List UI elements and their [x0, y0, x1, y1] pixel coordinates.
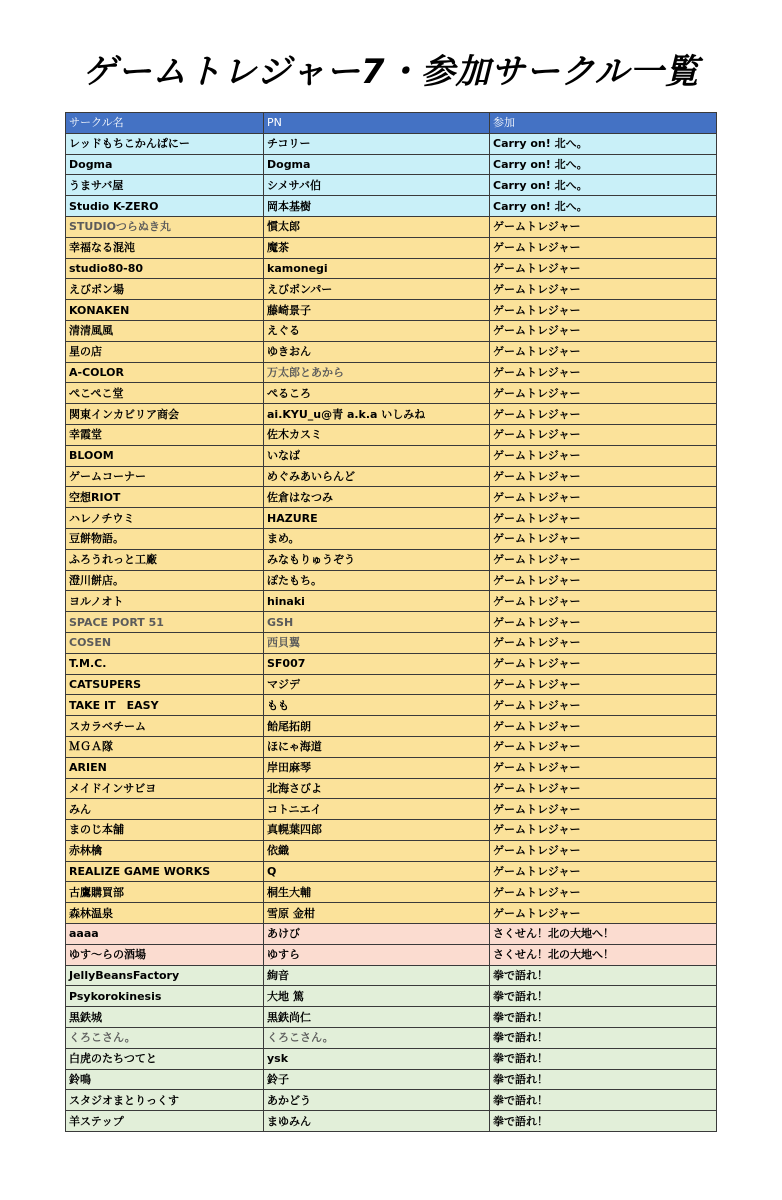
cell-circle-name: T.M.C. [66, 653, 264, 674]
cell-pen-name: まゆみん [264, 1111, 490, 1132]
cell-participation: ゲームトレジャー [490, 300, 717, 321]
table-row [66, 1048, 717, 1069]
cell-pen-name: Dogma [264, 154, 490, 175]
table-row [66, 362, 717, 383]
table-row [66, 840, 717, 861]
cell-circle-name: ゲームコーナー [66, 466, 264, 487]
table-row [66, 133, 717, 154]
cell-circle-name: 豆餅物語。 [66, 528, 264, 549]
cell-circle-name: スカラベチーム [66, 716, 264, 737]
table-row [66, 258, 717, 279]
cell-pen-name: もも [264, 695, 490, 716]
cell-pen-name: hinaki [264, 591, 490, 612]
cell-pen-name: GSH [264, 612, 490, 633]
table-row [66, 1028, 717, 1049]
cell-circle-name: SPACE PORT 51 [66, 612, 264, 633]
cell-circle-name: うまサバ屋 [66, 175, 264, 196]
cell-pen-name: シメサバ伯 [264, 175, 490, 196]
cell-participation: ゲームトレジャー [490, 612, 717, 633]
table-row [66, 466, 717, 487]
cell-circle-name: くろこさん。 [66, 1028, 264, 1049]
cell-circle-name: studio80-80 [66, 258, 264, 279]
cell-pen-name: 真幌葉四郎 [264, 820, 490, 841]
table-header-row [66, 113, 717, 134]
table-row [66, 903, 717, 924]
table-row [66, 154, 717, 175]
cell-participation: 拳で語れ！ [490, 1069, 717, 1090]
cell-pen-name: 飴尾拓朗 [264, 716, 490, 737]
table-row [66, 757, 717, 778]
cell-circle-name: 空想RIOT [66, 487, 264, 508]
table-row [66, 820, 717, 841]
cell-circle-name: Studio K-ZERO [66, 196, 264, 217]
cell-participation: ゲームトレジャー [490, 882, 717, 903]
circle-list-table [65, 112, 717, 1132]
cell-pen-name: ai.KYU_u@青 a.k.a いしみね [264, 404, 490, 425]
cell-circle-name: CATSUPERS [66, 674, 264, 695]
cell-circle-name: REALIZE GAME WORKS [66, 861, 264, 882]
cell-participation: ゲームトレジャー [490, 404, 717, 425]
cell-pen-name: あかどう [264, 1090, 490, 1111]
cell-circle-name: A-COLOR [66, 362, 264, 383]
cell-circle-name: JellyBeansFactory [66, 965, 264, 986]
cell-participation: ゲームトレジャー [490, 736, 717, 757]
cell-circle-name: みん [66, 799, 264, 820]
cell-participation: Carry on! 北へ。 [490, 133, 717, 154]
table-row [66, 196, 717, 217]
cell-circle-name: 羊ステップ [66, 1111, 264, 1132]
cell-circle-name: 森林温泉 [66, 903, 264, 924]
cell-circle-name: STUDIOつらぬき丸 [66, 216, 264, 237]
cell-pen-name: ぺるころ [264, 383, 490, 404]
cell-participation: ゲームトレジャー [490, 424, 717, 445]
header-circle-name: サークル名 [66, 113, 264, 134]
cell-pen-name: Q [264, 861, 490, 882]
cell-pen-name: くろこさん。 [264, 1028, 490, 1049]
cell-pen-name: ゆすら [264, 944, 490, 965]
cell-participation: ゲームトレジャー [490, 258, 717, 279]
cell-participation: ゲームトレジャー [490, 674, 717, 695]
cell-participation: ゲームトレジャー [490, 716, 717, 737]
table-row [66, 528, 717, 549]
cell-pen-name: 佐倉はなつみ [264, 487, 490, 508]
cell-circle-name: 黒鉄城 [66, 1007, 264, 1028]
cell-circle-name: Psykorokinesis [66, 986, 264, 1007]
cell-participation: ゲームトレジャー [490, 341, 717, 362]
table-row [66, 695, 717, 716]
cell-participation: さくせん！北の大地へ！ [490, 944, 717, 965]
table-row [66, 674, 717, 695]
cell-circle-name: COSEN [66, 632, 264, 653]
cell-circle-name: 星の店 [66, 341, 264, 362]
cell-participation: ゲームトレジャー [490, 216, 717, 237]
table-row [66, 487, 717, 508]
cell-pen-name: まめ。 [264, 528, 490, 549]
cell-circle-name: ＭＧＡ隊 [66, 736, 264, 757]
cell-participation: 拳で語れ！ [490, 1111, 717, 1132]
cell-participation: 拳で語れ！ [490, 986, 717, 1007]
cell-pen-name: みなもりゅうぞう [264, 549, 490, 570]
cell-pen-name: 佐木カスミ [264, 424, 490, 445]
header-pen-name: PN [264, 113, 490, 134]
cell-circle-name: aaaa [66, 924, 264, 945]
cell-circle-name: Dogma [66, 154, 264, 175]
cell-participation: ゲームトレジャー [490, 279, 717, 300]
cell-pen-name: 西貝翼 [264, 632, 490, 653]
table-row [66, 632, 717, 653]
table-row [66, 653, 717, 674]
cell-participation: 拳で語れ！ [490, 1048, 717, 1069]
cell-pen-name: 絢音 [264, 965, 490, 986]
cell-pen-name: あけび [264, 924, 490, 945]
table-row [66, 383, 717, 404]
cell-pen-name: めぐみあいらんど [264, 466, 490, 487]
cell-participation: 拳で語れ！ [490, 1090, 717, 1111]
table-row [66, 508, 717, 529]
cell-participation: ゲームトレジャー [490, 799, 717, 820]
cell-circle-name: 幸福なる混沌 [66, 237, 264, 258]
cell-pen-name: 桐生大輔 [264, 882, 490, 903]
cell-participation: ゲームトレジャー [490, 320, 717, 341]
cell-participation: ゲームトレジャー [490, 591, 717, 612]
cell-circle-name: ハレノチウミ [66, 508, 264, 529]
cell-participation: ゲームトレジャー [490, 632, 717, 653]
cell-circle-name: 関東インカビリア商会 [66, 404, 264, 425]
table-row [66, 424, 717, 445]
cell-circle-name: 赤林檎 [66, 840, 264, 861]
cell-circle-name: ぺこぺこ堂 [66, 383, 264, 404]
cell-circle-name: 澄川餅店。 [66, 570, 264, 591]
cell-participation: ゲームトレジャー [490, 820, 717, 841]
header-participation: 参加 [490, 113, 717, 134]
cell-circle-name: えびポン場 [66, 279, 264, 300]
cell-participation: ゲームトレジャー [490, 383, 717, 404]
table-row [66, 1090, 717, 1111]
table-row [66, 1007, 717, 1028]
cell-participation: ゲームトレジャー [490, 903, 717, 924]
cell-circle-name: スタジオまとりっくす [66, 1090, 264, 1111]
table-row [66, 320, 717, 341]
table-row [66, 445, 717, 466]
cell-pen-name: ゆきおん [264, 341, 490, 362]
cell-circle-name: ヨルノオト [66, 591, 264, 612]
cell-participation: ゲームトレジャー [490, 466, 717, 487]
cell-participation: ゲームトレジャー [490, 549, 717, 570]
cell-pen-name: 依織 [264, 840, 490, 861]
cell-pen-name: 魔茶 [264, 237, 490, 258]
cell-pen-name: ぽたもち。 [264, 570, 490, 591]
table-row [66, 736, 717, 757]
cell-circle-name: ゆす～らの酒場 [66, 944, 264, 965]
cell-circle-name: ふろうれっと工廠 [66, 549, 264, 570]
cell-participation: ゲームトレジャー [490, 653, 717, 674]
cell-pen-name: 万太郎とあから [264, 362, 490, 383]
cell-pen-name: チコリー [264, 133, 490, 154]
cell-pen-name: 藤崎景子 [264, 300, 490, 321]
table-row [66, 237, 717, 258]
cell-circle-name: BLOOM [66, 445, 264, 466]
cell-pen-name: 大地 篤 [264, 986, 490, 1007]
cell-participation: ゲームトレジャー [490, 757, 717, 778]
cell-circle-name: 白虎のたちつてと [66, 1048, 264, 1069]
table-row [66, 965, 717, 986]
table-row [66, 175, 717, 196]
table-row [66, 279, 717, 300]
page-title: ゲームトレジャー7・参加サークル一覧 [82, 52, 700, 92]
table-row [66, 924, 717, 945]
table-row [66, 944, 717, 965]
cell-participation: 拳で語れ！ [490, 965, 717, 986]
cell-circle-name: まのじ本舗 [66, 820, 264, 841]
table-row [66, 882, 717, 903]
cell-pen-name: SF007 [264, 653, 490, 674]
table-row [66, 341, 717, 362]
cell-participation: ゲームトレジャー [490, 528, 717, 549]
cell-circle-name: 幸霞堂 [66, 424, 264, 445]
table-row [66, 300, 717, 321]
cell-circle-name: 鈴鳴 [66, 1069, 264, 1090]
cell-participation: ゲームトレジャー [490, 445, 717, 466]
cell-participation: 拳で語れ！ [490, 1007, 717, 1028]
table-row [66, 549, 717, 570]
cell-participation: ゲームトレジャー [490, 778, 717, 799]
cell-circle-name: KONAKEN [66, 300, 264, 321]
cell-pen-name: ysk [264, 1048, 490, 1069]
cell-circle-name: メイドインサビヨ [66, 778, 264, 799]
table-row [66, 591, 717, 612]
cell-pen-name: 北海さびよ [264, 778, 490, 799]
table-row [66, 778, 717, 799]
table-row [66, 799, 717, 820]
cell-pen-name: 慣太郎 [264, 216, 490, 237]
table-row [66, 404, 717, 425]
table-row [66, 716, 717, 737]
cell-pen-name: えびポンパー [264, 279, 490, 300]
cell-participation: ゲームトレジャー [490, 570, 717, 591]
cell-circle-name: TAKE IT EASY [66, 695, 264, 716]
cell-pen-name: ほにゃ海道 [264, 736, 490, 757]
table-row [66, 612, 717, 633]
cell-participation: ゲームトレジャー [490, 861, 717, 882]
cell-participation: 拳で語れ！ [490, 1028, 717, 1049]
cell-participation: Carry on! 北へ。 [490, 175, 717, 196]
cell-pen-name: えぐる [264, 320, 490, 341]
cell-pen-name: 黒鉄尚仁 [264, 1007, 490, 1028]
table-body [66, 133, 717, 1131]
cell-participation: さくせん！北の大地へ！ [490, 924, 717, 945]
cell-circle-name: レッドもちこかんぱにー [66, 133, 264, 154]
cell-pen-name: 鈴子 [264, 1069, 490, 1090]
table-row [66, 216, 717, 237]
cell-pen-name: 雪原 金柑 [264, 903, 490, 924]
table-row [66, 1069, 717, 1090]
cell-pen-name: いなば [264, 445, 490, 466]
cell-participation: ゲームトレジャー [490, 237, 717, 258]
cell-pen-name: マジデ [264, 674, 490, 695]
cell-participation: ゲームトレジャー [490, 508, 717, 529]
table-row [66, 570, 717, 591]
cell-circle-name: 古鷹購買部 [66, 882, 264, 903]
cell-pen-name: 岡本基樹 [264, 196, 490, 217]
cell-participation: Carry on! 北へ。 [490, 196, 717, 217]
cell-participation: Carry on! 北へ。 [490, 154, 717, 175]
cell-participation: ゲームトレジャー [490, 840, 717, 861]
cell-participation: ゲームトレジャー [490, 487, 717, 508]
cell-pen-name: kamonegi [264, 258, 490, 279]
table-row [66, 986, 717, 1007]
cell-circle-name: ARIEN [66, 757, 264, 778]
table-row [66, 861, 717, 882]
cell-pen-name: HAZURE [264, 508, 490, 529]
cell-pen-name: コトニエイ [264, 799, 490, 820]
cell-participation: ゲームトレジャー [490, 362, 717, 383]
cell-circle-name: 清清風風 [66, 320, 264, 341]
table-row [66, 1111, 717, 1132]
cell-pen-name: 岸田麻琴 [264, 757, 490, 778]
cell-participation: ゲームトレジャー [490, 695, 717, 716]
